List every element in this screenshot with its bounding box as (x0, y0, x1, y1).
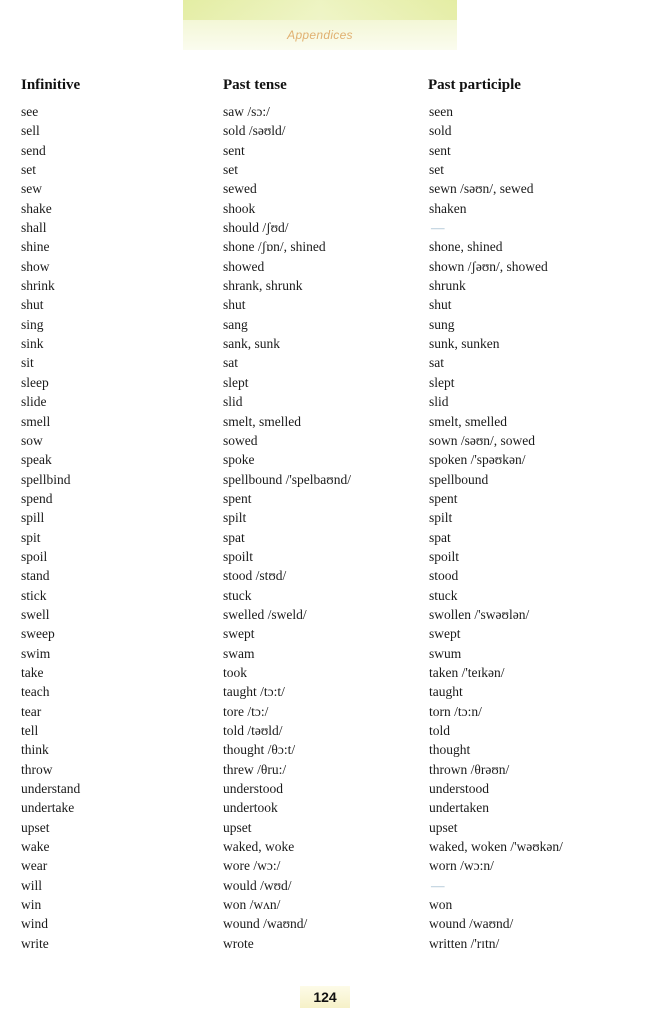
past-tense-cell: sold /səʊld/ (223, 123, 286, 139)
infinitive-cell: send (21, 142, 46, 158)
past-participle-cell: sent (429, 142, 451, 158)
infinitive-column (21, 102, 80, 953)
infinitive-cell: speak (21, 452, 52, 468)
past-participle-cell: torn /tɔ:n/ (429, 703, 482, 719)
past-participle-cell: shrunk (429, 278, 466, 294)
past-participle-cell: spoken /'spəʊkən/ (429, 452, 526, 468)
infinitive-cell: sow (21, 432, 43, 448)
past-participle-cell: spat (429, 529, 451, 545)
past-participle-cell: shone, shined (429, 239, 503, 255)
past-tense-cell: wound /waʊnd/ (223, 916, 308, 932)
past-tense-cell: spoke (223, 452, 255, 468)
past-participle-cell: shown /ʃəʊn/, showed (429, 258, 548, 274)
past-participle-cell: taken /'teɪkən/ (429, 664, 505, 680)
past-participle-cell: wound /waʊnd/ (429, 916, 514, 932)
infinitive-cell: sing (21, 316, 44, 332)
infinitive-cell: wind (21, 916, 48, 932)
infinitive-cell: shake (21, 200, 52, 216)
past-tense-cell: sowed (223, 432, 258, 448)
past-tense-cell: threw /θru:/ (223, 761, 287, 777)
past-tense-cell: spent (223, 490, 252, 506)
past-participle-cell: sown /səʊn/, sowed (429, 432, 536, 448)
past-tense-cell: set (223, 162, 238, 178)
past-participle-cell: written /'rɪtn/ (429, 935, 500, 951)
past-tense-cell: shone /ʃɒn/, shined (223, 239, 326, 255)
infinitive-cell: teach (21, 684, 50, 700)
past-tense-cell: wore /wɔ:/ (223, 858, 281, 874)
past-tense-cell: should /ʃʊd/ (223, 220, 289, 236)
past-tense-cell: sent (223, 142, 245, 158)
past-participle-cell: thought (429, 742, 471, 758)
header-past-participle: Past participle (428, 77, 521, 93)
past-participle-cell: thrown /θrəʊn/ (429, 761, 510, 777)
infinitive-cell: wake (21, 839, 50, 855)
past-tense-cell: spilt (223, 510, 247, 526)
past-tense-cell: waked, woke (223, 839, 295, 855)
infinitive-cell: sell (21, 123, 40, 139)
past-participle-cell: — (431, 877, 445, 893)
infinitive-cell: win (21, 897, 42, 913)
past-participle-cell: shut (429, 297, 452, 313)
infinitive-cell: swim (21, 645, 51, 661)
infinitive-cell: stand (21, 568, 50, 584)
past-participle-cell: stuck (429, 587, 458, 603)
infinitive-cell: upset (21, 819, 50, 835)
past-participle-cell: slid (429, 394, 449, 410)
past-participle-cell: taught (429, 684, 463, 700)
past-participle-cell: spent (429, 490, 458, 506)
past-tense-cell: swelled /sweld/ (223, 606, 307, 622)
infinitive-cell: sit (21, 355, 34, 371)
past-participle-cell: set (429, 162, 444, 178)
past-tense-cell: thought /θɔ:t/ (223, 742, 296, 758)
section-tab-stripe (183, 0, 457, 20)
infinitive-cell: shrink (21, 278, 55, 294)
past-participle-cell: — (431, 220, 445, 236)
past-participle-cell: spilt (429, 510, 453, 526)
infinitive-cell: sink (21, 336, 44, 352)
infinitive-cell: take (21, 664, 44, 680)
past-participle-cell: spoilt (429, 548, 460, 564)
past-participle-column (429, 102, 563, 953)
page-number: 124 (300, 986, 350, 1008)
header-past-tense: Past tense (223, 77, 287, 93)
past-participle-cell: stood (429, 568, 459, 584)
past-tense-cell: upset (223, 819, 252, 835)
past-participle-cell: shaken (429, 200, 467, 216)
past-tense-cell: shook (223, 200, 256, 216)
infinitive-cell: tear (21, 703, 42, 719)
past-participle-cell: swum (429, 645, 462, 661)
past-tense-cell: undertook (223, 800, 278, 816)
infinitive-cell: smell (21, 413, 51, 429)
past-tense-cell: spellbound /'spelbaʊnd/ (223, 471, 351, 487)
past-participle-cell: understood (429, 781, 489, 797)
past-participle-cell: seen (429, 104, 453, 119)
past-participle-cell: sunk, sunken (429, 336, 500, 352)
past-participle-cell: swollen /'swəʊlən/ (429, 606, 530, 622)
infinitive-cell: swell (21, 606, 50, 622)
infinitive-cell: tell (21, 723, 39, 738)
past-participle-cell: worn /wɔ:n/ (429, 858, 494, 874)
infinitive-cell: sweep (21, 626, 55, 642)
infinitive-cell: spoil (21, 548, 48, 564)
infinitive-cell: think (21, 742, 49, 758)
past-tense-cell: sat (223, 355, 238, 371)
section-tab-label: Appendices (287, 28, 353, 42)
infinitive-cell: write (21, 935, 49, 951)
past-participle-cell: smelt, smelled (429, 413, 507, 429)
past-tense-cell: slept (223, 374, 249, 390)
past-tense-cell: smelt, smelled (223, 413, 301, 429)
past-participle-cell: sung (429, 316, 455, 332)
past-tense-cell: tore /tɔ:/ (223, 703, 269, 719)
infinitive-cell: throw (21, 761, 53, 777)
infinitive-cell: sleep (21, 374, 49, 390)
past-participle-cell: undertaken (429, 800, 489, 816)
past-tense-cell: swept (223, 626, 255, 642)
section-tab (183, 0, 457, 50)
infinitive-cell: spellbind (21, 471, 71, 487)
past-tense-cell: swam (223, 645, 255, 661)
infinitive-cell: spill (21, 510, 45, 526)
past-tense-cell: taught /tɔ:t/ (223, 684, 285, 700)
infinitive-cell: wear (21, 858, 48, 874)
past-tense-cell: shrank, shrunk (223, 278, 303, 294)
past-tense-cell: spoilt (223, 548, 254, 564)
infinitive-cell: shall (21, 220, 47, 236)
infinitive-cell: shine (21, 239, 50, 255)
infinitive-cell: understand (21, 781, 81, 797)
infinitive-cell: stick (21, 587, 47, 603)
past-participle-cell: slept (429, 374, 455, 390)
past-tense-cell: told /təʊld/ (223, 723, 283, 738)
past-tense-cell: understood (223, 781, 283, 797)
past-participle-cell: sewn /səʊn/, sewed (429, 181, 534, 197)
past-participle-cell: swept (429, 626, 461, 642)
past-participle-cell: won (429, 897, 453, 913)
infinitive-cell: undertake (21, 800, 75, 816)
past-tense-cell: stuck (223, 587, 252, 603)
past-participle-cell: upset (429, 819, 458, 835)
infinitive-cell: sew (21, 181, 42, 197)
past-tense-cell: sank, sunk (223, 336, 280, 352)
past-tense-cell: shut (223, 297, 246, 313)
past-tense-cell: sewed (223, 181, 257, 197)
past-tense-cell: took (223, 664, 248, 680)
past-tense-cell: spat (223, 529, 245, 545)
past-participle-cell: told (429, 723, 451, 738)
past-tense-cell: sang (223, 316, 248, 332)
infinitive-cell: see (21, 104, 39, 119)
past-participle-cell: spellbound (429, 471, 489, 487)
infinitive-cell: spit (21, 529, 41, 545)
past-tense-cell: wrote (223, 935, 254, 951)
past-participle-cell: sat (429, 355, 444, 371)
past-tense-cell: slid (223, 394, 243, 410)
past-participle-cell: waked, woken /'wəʊkən/ (429, 839, 563, 855)
infinitive-cell: show (21, 258, 50, 274)
past-tense-cell: stood /stʊd/ (223, 568, 287, 584)
header-infinitive: Infinitive (21, 77, 81, 93)
past-tense-column (223, 102, 351, 953)
infinitive-cell: will (21, 877, 43, 893)
infinitive-cell: shut (21, 297, 44, 313)
past-tense-cell: showed (223, 258, 265, 274)
past-tense-cell: would /wʊd/ (223, 877, 292, 893)
past-participle-cell: sold (429, 123, 452, 139)
past-tense-cell: saw /sɔ:/ (223, 104, 270, 119)
infinitive-cell: spend (21, 490, 53, 506)
infinitive-cell: set (21, 162, 36, 178)
past-tense-cell: won /wʌn/ (223, 897, 281, 913)
infinitive-cell: slide (21, 394, 47, 410)
